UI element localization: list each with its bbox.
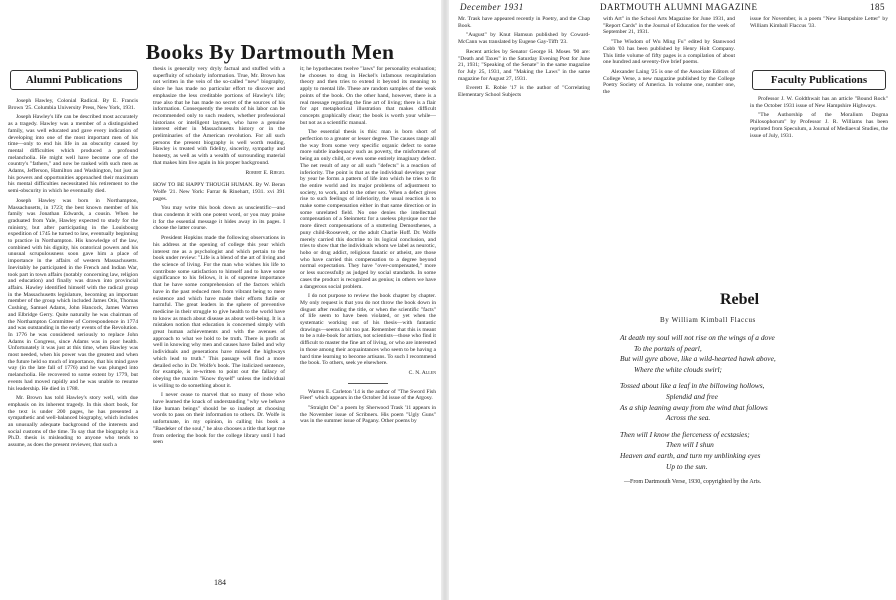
left-column-3 (300, 66, 436, 576)
poem-line: Where the white clouds swirl; (634, 364, 722, 374)
poem-line: As a ship leaning away from the wind that follows (620, 402, 768, 412)
paragraph: I never cease to marvel that so many of those who have learned the knack of understanding "why we behave like human beings" should be so inadept at choosing words to pass on their information to others. Dr. Wolfe is unfortunate, in my opinion, in calling his book a "Baedeker of the soul," he also chooses a title that kept me from ordering the book for the college library until I had seen (153, 392, 285, 446)
poem-line: Heaven and earth, and turn my unblinking eyes (620, 450, 761, 460)
poem-line: Then will I know the fierceness of ecstasies; (620, 429, 750, 439)
poem-line: Across the sea. (666, 413, 711, 423)
paragraph: You may write this book down as unscientific—and thus condemn it with one potent word, or you may praise it for the essential message it hides away in its pages. I choose the latter course. (153, 205, 285, 232)
page-number: 185 (870, 2, 885, 12)
poem-line: But will gyre above, like a wild-hearted hawk above, (620, 354, 776, 364)
paragraph: Joseph Hawley was born in Northampton, Massachusetts, in 1723; the best known member of his family was Jonathan Edwards, a cousin. When he graduated from Yale, Hawley expected to study for the ministry, but after participating in the Louisbourg expedition of 1745 he turned to law, eventually beginning to practice in Northampton. His knowledge of the law, combined with his dignity, his oratorical powers and his unusual scrupulousness soon gave him a place of importance in the affairs of western Massachusetts. Inevitably he participated in the French and Indian War, took part in town affairs (notably concerning law, religion and education) and finally was drawn into provincial affairs. Hawley identified himself with the radical group in the Massachusetts legislature, becoming an important member of the group which included James Otis, Thomas Cushing, Samuel Adams, John Hancock, James Warren and Elbridge Gerry. Quite naturally he was chairman of the Northampton Committee of Correspondence in 1774 and was outstanding in the early events of the Revolution. In 1776 he was considered seriously to replace John Adams in Congress, since Adams was in poor health. Unfortunately it was just at this time, when Hawley was most needed, when his power was the greatest and when the future held so much of importance, that his mind gave way (in the late fall of 1776) and he was plunged into melancholia. He recovered to some extent by 1779, but events had moved rapidly and he was unable to resume his leadership. He died in 1788. (8, 197, 138, 392)
right-column-3 (750, 96, 888, 216)
paragraph: Professor J. W. Goldthwait has an article "Bound Rock" in the October 1931 issue of New Hampshire Highways. (750, 96, 888, 109)
poem-line: Splendid and free (666, 391, 718, 401)
masthead-title: Books By Dartmouth Men (145, 40, 395, 64)
paragraph: Everett E. Robie '17 is the author of "Correlating Elementary School Subjects (458, 85, 590, 99)
alumni-publications-header: Alumni Publications (10, 70, 138, 90)
right-column-3-top (750, 16, 888, 40)
poem-line: Then will I shun (666, 440, 714, 450)
magazine-title: DARTMOUTH ALUMNI MAGAZINE (600, 2, 758, 12)
right-page (450, 0, 896, 600)
poem-body (620, 333, 890, 488)
paragraph: "Straight On" a poem by Sherwood Trask '11 appears in the November issue of Scribners. His poem "Ugly Guns" was in the summer issue of Pagany. Other poems by (300, 405, 436, 425)
left-column-1 (8, 98, 138, 576)
paragraph: Mr. Trask have appeared recently in Poetry, and the Chap Book. (458, 16, 590, 29)
divider (348, 383, 388, 384)
poem-title: Rebel (720, 291, 760, 308)
poem-byline: By William Kimball Flaccus (660, 316, 756, 324)
paragraph: President Hopkins made the following observations in his address at the opening of college this year which interest me as a psychologist and which pertain to the book under review: "Life is a blend of the art of living and the science of living. For the man who wishes his life to contribute some satisfaction to himself and to have some significance to his fellows, it is of supreme importance that he have some comprehension of the factors which have in the past reduced men from vibrant being to mere existence and which have made their efforts futile or harmful. The great leaders in the sphere of preventive medicine in their struggle to give health to the world have to know as much about disease as about well-being. It is a mistaken notion that education is concerned simply with great human achievements and with the avenues of approach to what we hold to be truth. There is profit as well in knowing why men and causes have failed and why individuals and generations have missed the highways which lead to truth." This passage will find a more detailed echo in Dr. Wolfe's book. The italicized sentence, for example, is re-written to point out the fallacy of obeying the maxim "Know thyself" unless the individual is willing to do something about it. (153, 235, 285, 389)
paragraph: Alexander Laing '25 is one of the Associate Editors of College Verse, a new magazine published by the College Poetry Society of America. In volume one, number one, the (603, 68, 735, 96)
poem-line: To the portals of pearl, (634, 343, 702, 353)
issue-date: December 1931 (460, 2, 524, 12)
paragraph: I do not purpose to review the book chapter by chapter. My only request is that you do not throw the book down in disgust after reading the title, or when the scientific "facts" of life seem to have been violated, or yet when the systematic working out of his thesis—with fantastic drawings—seems a bit too pat. Remember that this is meant to be a rule-book for artists, not scientists—those who find it difficult to master the fine art of living, or who are interested in those among their acquaintances who seem to be having a hard time learning to become artisans. To such I recommend the book. To others, seek ye elsewhere. (300, 293, 436, 367)
poem-line: Tossed about like a leaf in the billowing hollows, (620, 381, 765, 391)
paragraph: Warren E. Carleton '14 is the author of "The Sword Fish Fleet" which appears in the October 3d issue of the Argosy. (300, 388, 436, 402)
poem-line: At death my soul will not rise on the wings of a dove (620, 333, 775, 342)
paragraph: "The Wisdom of Wu Ming Fu" edited by Stanwood Cobb '03 has been published by Henry Holt Company. This little volume of fifty pages is a compilation of about one hundred and seventy-five brief poems. (603, 39, 735, 66)
paragraph: issue for November, is a poem "New Hampshire Letter" by William Kimball Flaccus '33. (750, 16, 888, 29)
right-column-1 (458, 16, 590, 216)
page-number: 184 (214, 578, 226, 587)
paragraph: Joseph Hawley's life can be described most accurately as a tragedy. Hawley was a member of a distinguished family, was well educated and gave every indication of developing into one of the most important men of his time—only to end his life in an obscurity caused by mental difficulties which produced a profound melancholia. He might well have become one of the country's "fathers," and now be ranked with such men as Adams, Jefferson, Hamilton and Washington, but just as his powers and opportunities approached their maximum his mental difficulties necessitated his retirement to the semi-obscurity in which he eventually died. (8, 114, 138, 195)
paragraph: Joseph Hawley, Colonial Radical. By E. Francis Brown '25. Columbia University Press, New York, 1931. (8, 98, 138, 111)
book-gutter (441, 0, 449, 600)
paragraph: with Art" in the School Arts Magazine for June 1931, and "Report Cards" in the Journal of Education for the week of September 21, 1931. (603, 16, 735, 36)
left-column-2 (153, 66, 285, 576)
reviewer-signature: C. N. Allen (408, 369, 436, 376)
right-column-2 (603, 16, 735, 216)
poem-line: Up to the sun. (666, 461, 708, 471)
paragraph: Mr. Brown has told Hawley's story well, with due emphasis on its inherent tragedy. In this short book, for the text is under 200 pages, he has presented a sympathetic and well-balanced biography, which includes an unusually adequate background of the interests and social customs of the time. To say that the biography is a Ph.D. thesis is misleading to anyone who tends to assume, as does the present reviewer, that such a (8, 395, 138, 449)
poem-credit: —From Dartmouth Verse, 1930, copyrighted by the Arts. (624, 479, 762, 486)
paragraph: "The Authorship of the Moralium Dogma Philosophorum" by Professor J. R. Williams has been reprinted from Speculum, a Journal of Mediaeval Studies, the issue of July, 1931. (750, 112, 888, 139)
paragraph: thesis is generally very dryly factual and stuffed with a superfluity of scholarly information. True, Mr. Brown has not written in the vein of the so-called "new" biography, since he has made no particular effort to discover and emphasize the less creditable portions of Hawley's life; true also that he has made no secret of the sources of his information. Consequently the results of his labor can be recommended only to such readers, whether professional historians or intelligent laymen, who have a genuine interest either in Massachusetts history or in the preliminaries of the American revolution. For all such persons the present biography is well worth reading. Hawley is treated with fidelity, sincerity, sympathy and honesty, as well as with a wealth of surrounding material that makes him live again in his proper background. (153, 66, 285, 166)
left-page (0, 0, 440, 600)
reviewer-signature: Robert E. Riegel (245, 169, 285, 176)
review-heading: HOW TO BE HAPPY THOUGH HUMAN. By W. Beran Wolfe '21. New York: Farrar & Rinehart, 1931. xvi 391 pages. (153, 182, 285, 202)
paragraph: "August" by Knut Hamsun published by Coward-McCann was translated by Eugene Gay-Tifft '23. (458, 32, 590, 46)
paragraph: The essential thesis is this: man is born short of perfection to a greater or lesser degree. The causes range all the way from some very specific organic defect to some more subtle inadequacy such as poverty, the misfortunes of being an only child, or even some entirely imaginary defect. The net result of any or all such "defects" is a reaction of inferiority. The point is that as the individual develops year by year he forms a pattern of life into which he tries to fit the entire world and its major problems of adjustment to society, to work, and to the other sex. When a defect gives rise to such feelings of inferiority, the usual reaction is to make some compensation either in that same direction or in some unrelated field. No one denies the intellectual compensation of a Steinmetz for a useless physique nor the more direct compensations of a stuttering Demosthenes, a puny child-Roosevelt, or the adult Charlie Hoff. Dr. Wolfe merely carried this doctrine to its logical conclusion, and tries to show that the individuals whom we label as neurotic, hobo or drug addict, religious fanatic or atheist, are those who have carried this compensation to a degree beyond normal expectation. They have "over-compensated," more or less successfully as judged by social standards. In some cases the product is recognized as genius; in others we have a dangerous social problem. (300, 129, 436, 290)
faculty-publications-header: Faculty Publications (752, 70, 886, 90)
paragraph: Recent articles by Senator George H. Moses '90 are: "Death and Taxes" in the Saturday Evening Post for June 21, 1931; "Speaking of the Senate" in the same magazine for July 25, 1931, and "Making the Laws" in the same magazine for August 27, 1931. (458, 48, 590, 82)
paragraph: it; he hypothecates twelve "laws" for personality evaluation; he chooses to drag in Heckel's infamous recapitulation theory and then tries to extend it beyond its meaning to apply to mental life. These are random samples of the weak points of the book. On the other hand, however, there is a real message regarding the fine art of living; there is a flair for apt metaphorical illustration that makes difficult concepts graphically clear; the book is worth your while—but not as a scientific manual. (300, 66, 436, 126)
